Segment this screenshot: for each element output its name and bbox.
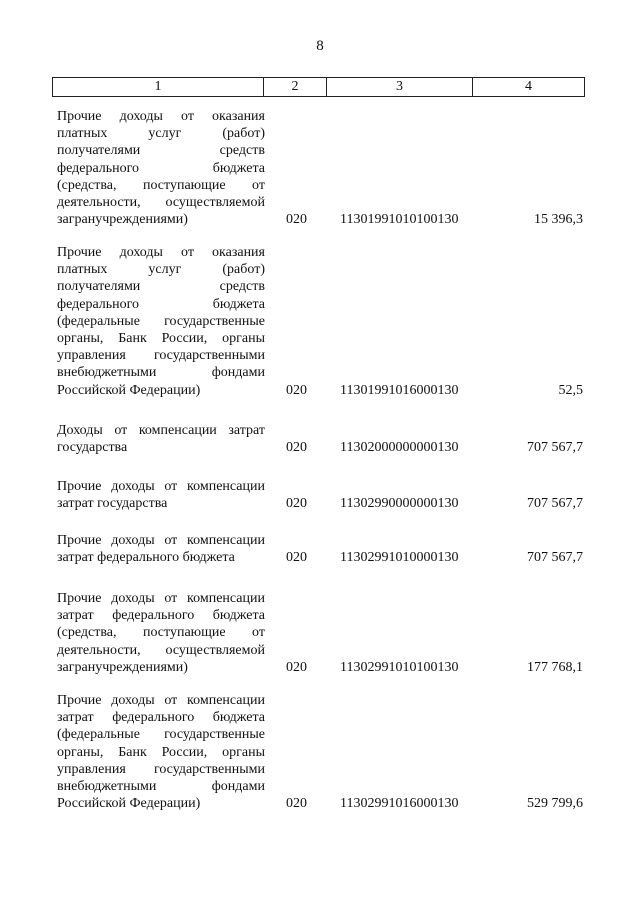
description-line: Прочие доходы от компенсации [57,693,265,708]
description-line: платных услуг (работ) [57,262,265,278]
description-line: загранучреждениями) [57,659,188,675]
row-code: 020 [286,440,307,456]
description-line: Прочие доходы от компенсации [57,591,265,606]
page-number: 8 [316,38,324,54]
row-amount: 15 396,3 [534,212,583,228]
description-line: получателями средств [57,279,265,295]
row-amount: 707 567,7 [527,496,583,512]
description-line: федерального бюджета [57,160,265,176]
row-kbk: 11301991016000130 [340,382,459,398]
description-line: Российской Федерации) [57,796,201,812]
description-line: загранучреждениями) [57,212,188,228]
row-amount: 529 799,6 [527,796,583,812]
description-line: управления государственными [57,348,265,364]
description-line: платных услуг (работ) [57,126,265,142]
description-line: (средства, поступающие от [57,177,265,193]
description-line: (федеральные государственные [57,313,265,329]
row-kbk: 11302000000000130 [340,440,459,456]
description-line: Прочие доходы от оказания [57,109,265,124]
row-kbk: 11302991016000130 [340,796,459,812]
column-header-row [53,78,585,97]
row-description [57,692,265,812]
description-line: внебюджетными фондами [57,779,265,795]
row-code: 020 [286,550,307,566]
description-line: Доходы от компенсации затрат [57,423,265,438]
description-line: федерального бюджета [57,296,265,312]
row-code: 020 [286,212,307,228]
row-code: 020 [286,496,307,512]
row-description [57,590,265,676]
description-line: внебюджетными фондами [57,365,265,381]
description-line: управления государственными [57,761,265,777]
column-header-1: 1 [53,78,264,97]
column-header-2: 2 [264,78,327,97]
row-description [57,108,265,228]
row-description [57,532,265,566]
description-line: Прочие доходы от оказания [57,245,265,260]
row-code: 020 [286,659,307,675]
row-kbk: 11301991010100130 [340,212,459,228]
row-description [57,422,265,456]
description-line: органы, Банк России, органы [57,331,265,347]
row-amount: 52,5 [558,382,583,398]
row-kbk: 11302991010000130 [340,550,459,566]
description-line: государства [57,440,128,456]
description-line: затрат федерального бюджета [57,550,235,566]
row-amount: 707 567,7 [527,440,583,456]
row-kbk: 11302990000000130 [340,496,459,512]
description-line: деятельности, осуществляемой [57,642,265,658]
row-amount: 177 768,1 [527,659,583,675]
description-line: получателями средств [57,143,265,159]
description-line: (средства, поступающие от [57,625,265,641]
description-line: затрат федерального бюджета [57,710,265,726]
description-line: Прочие доходы от компенсации [57,479,265,494]
row-kbk: 11302991010100130 [340,659,459,675]
row-description [57,244,265,399]
description-line: затрат федерального бюджета [57,608,265,624]
column-header-table [52,77,585,97]
description-line: затрат государства [57,496,168,512]
description-line: (федеральные государственные [57,727,265,743]
row-description [57,478,265,512]
row-code: 020 [286,382,307,398]
row-amount: 707 567,7 [527,550,583,566]
column-header-3: 3 [327,78,473,97]
description-line: деятельности, осуществляемой [57,195,265,211]
description-line: органы, Банк России, органы [57,744,265,760]
description-line: Российской Федерации) [57,382,201,398]
row-code: 020 [286,796,307,812]
column-header-4: 4 [473,78,585,97]
description-line: Прочие доходы от компенсации [57,533,265,548]
